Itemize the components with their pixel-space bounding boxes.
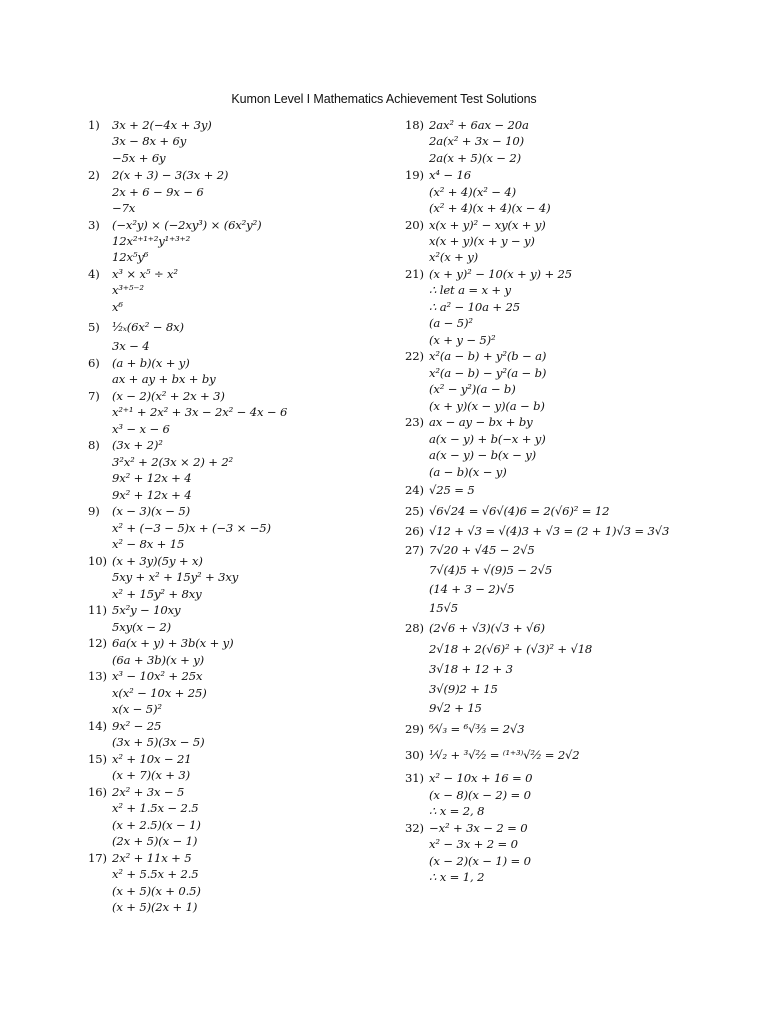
problem-line bbox=[88, 719, 161, 733]
problem-line bbox=[405, 415, 533, 429]
problem-line bbox=[88, 785, 184, 799]
math-expression: 2√18 + 2(√6)² + (√3)² + √18 bbox=[429, 642, 593, 656]
math-expression: x² + 1.5x − 2.5 bbox=[112, 801, 199, 815]
problem-number: 15) bbox=[88, 752, 107, 766]
problem-number: 11) bbox=[88, 603, 107, 617]
math-expression: (x² + 4)(x + 4)(x − 4) bbox=[429, 201, 551, 215]
problem-number: 22) bbox=[405, 349, 424, 363]
problem-line bbox=[405, 483, 475, 497]
problem-line bbox=[88, 752, 191, 766]
math-expression: 2x + 6 − 9x − 6 bbox=[112, 185, 204, 199]
problem-line bbox=[405, 349, 546, 363]
problem-line bbox=[405, 218, 546, 232]
math-expression: √12 + √3 = √(4)3 + √3 = (2 + 1)√3 = 3√3 bbox=[429, 524, 670, 538]
solution-step bbox=[405, 399, 545, 413]
math-expression: x² + 15y² + 8xy bbox=[112, 587, 202, 601]
math-expression: (x + 5)(x + 0.5) bbox=[112, 884, 201, 898]
math-expression: (x − 3)(x − 5) bbox=[112, 504, 190, 518]
problem-number: 14) bbox=[88, 719, 107, 733]
solution-step bbox=[88, 250, 148, 264]
math-expression: x⁴ − 16 bbox=[429, 168, 471, 182]
math-expression: x³ − 10x² + 25x bbox=[112, 669, 203, 683]
solution-step bbox=[88, 422, 170, 436]
problem-line bbox=[88, 504, 190, 518]
solution-step bbox=[88, 620, 171, 634]
math-expression: x² − 10x + 16 = 0 bbox=[429, 771, 533, 785]
solution-step bbox=[405, 682, 498, 696]
math-expression: 3x + 2(−4x + 3y) bbox=[112, 118, 212, 132]
solution-step bbox=[88, 768, 190, 782]
solution-step bbox=[405, 804, 484, 818]
solution-step bbox=[405, 382, 516, 396]
math-expression: x³⁺⁵⁻² bbox=[112, 283, 144, 297]
solution-step bbox=[88, 372, 216, 386]
problem-line bbox=[405, 168, 471, 182]
math-expression: a(x − y) + b(−x + y) bbox=[429, 432, 546, 446]
solution-step bbox=[405, 662, 513, 676]
solution-step bbox=[88, 185, 204, 199]
problem-number: 13) bbox=[88, 669, 107, 683]
problem-number: 20) bbox=[405, 218, 424, 232]
solution-step bbox=[88, 587, 202, 601]
problem-line bbox=[88, 389, 225, 403]
math-expression: (a + b)(x + y) bbox=[112, 356, 190, 370]
solution-step bbox=[405, 316, 473, 330]
solution-step bbox=[88, 537, 184, 551]
math-expression: (3x + 2)² bbox=[112, 438, 163, 452]
solution-step bbox=[88, 686, 207, 700]
math-expression: (x + 2.5)(x − 1) bbox=[112, 818, 201, 832]
problem-number: 29) bbox=[405, 722, 424, 736]
math-expression: (2x + 5)(x − 1) bbox=[112, 834, 198, 848]
math-expression: (x + 7)(x + 3) bbox=[112, 768, 190, 782]
solution-step bbox=[405, 870, 484, 884]
math-expression: 6a(x + y) + 3b(x + y) bbox=[112, 636, 234, 650]
problem-number: 12) bbox=[88, 636, 107, 650]
math-expression: ⁶⁄√₃ = ⁶√³⁄₃ = 2√3 bbox=[429, 722, 525, 736]
page-title: Kumon Level I Mathematics Achievement Test Solutions bbox=[231, 92, 537, 106]
problem-number: 4) bbox=[88, 267, 100, 281]
problem-line bbox=[88, 669, 202, 683]
solution-step bbox=[405, 234, 535, 248]
problem-number: 25) bbox=[405, 504, 424, 518]
problem-number: 23) bbox=[405, 415, 424, 429]
math-expression: (x + 3y)(5y + x) bbox=[112, 554, 203, 568]
solution-step bbox=[405, 701, 482, 715]
solution-step bbox=[88, 884, 201, 898]
math-expression: x²⁺¹ + 2x² + 3x − 2x² − 4x − 6 bbox=[112, 405, 288, 419]
solution-step bbox=[405, 250, 478, 264]
math-expression: 2a(x + 5)(x − 2) bbox=[429, 151, 521, 165]
solution-step bbox=[88, 283, 144, 297]
solution-step bbox=[88, 234, 190, 248]
math-expression: (x² − y²)(a − b) bbox=[429, 382, 516, 396]
problem-number: 3) bbox=[88, 218, 100, 232]
math-expression: √6√24 = √6√(4)6 = 2(√6)² = 12 bbox=[429, 504, 610, 518]
solution-step bbox=[405, 563, 552, 577]
math-expression: (2√6 + √3)(√3 + √6) bbox=[429, 621, 545, 635]
math-expression: 2(x + 3) − 3(3x + 2) bbox=[112, 168, 229, 182]
math-expression: x³ − x − 6 bbox=[112, 422, 170, 436]
math-expression: 9x² + 12x + 4 bbox=[112, 488, 192, 502]
problem-line bbox=[88, 603, 180, 617]
solution-step bbox=[88, 521, 271, 535]
problem-number: 31) bbox=[405, 771, 424, 785]
problem-line bbox=[405, 118, 529, 132]
problem-line bbox=[88, 851, 191, 865]
problem-number: 27) bbox=[405, 543, 424, 557]
solution-step bbox=[88, 488, 191, 502]
solution-step bbox=[405, 300, 520, 314]
solution-step bbox=[88, 834, 197, 848]
math-expression: (a − 5)² bbox=[429, 316, 473, 330]
math-expression: 3√18 + 12 + 3 bbox=[429, 662, 513, 676]
math-expression: (x + y)(x − y)(a − b) bbox=[429, 399, 545, 413]
solution-step bbox=[405, 432, 546, 446]
math-expression: 3√(9)2 + 15 bbox=[429, 682, 498, 696]
math-expression: ∴ x = 2, 8 bbox=[429, 804, 485, 818]
math-expression: (x + 5)(2x + 1) bbox=[112, 900, 198, 914]
math-expression: 5xy(x − 2) bbox=[112, 620, 172, 634]
solution-step bbox=[405, 854, 531, 868]
problem-line bbox=[405, 748, 580, 762]
math-expression: −x² + 3x − 2 = 0 bbox=[429, 821, 528, 835]
solution-step bbox=[88, 702, 162, 716]
math-expression: ∴ a² − 10a + 25 bbox=[429, 300, 520, 314]
math-expression: (x + y)² − 10(x + y) + 25 bbox=[429, 267, 573, 281]
problem-number: 1) bbox=[88, 118, 100, 132]
solution-step bbox=[405, 465, 507, 479]
math-expression: x² + 10x − 21 bbox=[112, 752, 192, 766]
math-expression: −5x + 6y bbox=[112, 151, 166, 165]
solution-step bbox=[405, 151, 521, 165]
math-expression: (x² + 4)(x² − 4) bbox=[429, 185, 516, 199]
problem-number: 18) bbox=[405, 118, 424, 132]
solution-step bbox=[88, 867, 199, 881]
math-expression: x²(a − b) + y²(b − a) bbox=[429, 349, 547, 363]
problem-number: 32) bbox=[405, 821, 424, 835]
math-expression: x⁶ bbox=[112, 300, 123, 314]
problem-number: 24) bbox=[405, 483, 424, 497]
problem-line bbox=[88, 118, 212, 132]
math-expression: 3x − 8x + 6y bbox=[112, 134, 187, 148]
math-expression: x³ × x⁵ ÷ x² bbox=[112, 267, 178, 281]
math-expression: x(x − 5)² bbox=[112, 702, 162, 716]
math-expression: ∴ x = 1, 2 bbox=[429, 870, 485, 884]
problem-number: 19) bbox=[405, 168, 424, 182]
problem-line bbox=[88, 320, 184, 334]
solution-step bbox=[88, 653, 204, 667]
math-expression: x(x² − 10x + 25) bbox=[112, 686, 207, 700]
math-expression: 9x² + 12x + 4 bbox=[112, 471, 192, 485]
problem-number: 28) bbox=[405, 621, 424, 635]
problem-number: 17) bbox=[88, 851, 107, 865]
solution-step bbox=[405, 601, 458, 615]
solution-step bbox=[88, 801, 199, 815]
math-expression: 9x² − 25 bbox=[112, 719, 162, 733]
math-expression: x² + (−3 − 5)x + (−3 × −5) bbox=[112, 521, 271, 535]
math-expression: x(x + y)² − xy(x + y) bbox=[429, 218, 546, 232]
problem-number: 6) bbox=[88, 356, 100, 370]
math-expression: (a − b)(x − y) bbox=[429, 465, 507, 479]
math-expression: x²(a − b) − y²(a − b) bbox=[429, 366, 547, 380]
math-expression: ax − ay − bx + by bbox=[429, 415, 533, 429]
problem-line bbox=[405, 524, 669, 538]
solution-step bbox=[88, 570, 238, 584]
math-expression: √25 = 5 bbox=[429, 483, 475, 497]
solution-step bbox=[405, 642, 592, 656]
solution-step bbox=[405, 201, 551, 215]
solution-step bbox=[405, 185, 516, 199]
math-expression: 15√5 bbox=[429, 601, 458, 615]
problem-line bbox=[88, 636, 233, 650]
solution-step bbox=[405, 333, 496, 347]
problem-number: 5) bbox=[88, 320, 100, 334]
math-expression: 3²x² + 2(3x × 2) + 2² bbox=[112, 455, 234, 469]
solution-step bbox=[405, 582, 514, 596]
math-expression: 7√(4)5 + √(9)5 − 2√5 bbox=[429, 563, 553, 577]
solution-step bbox=[405, 788, 531, 802]
math-expression: x² − 8x + 15 bbox=[112, 537, 185, 551]
problem-line bbox=[405, 771, 532, 785]
problem-number: 21) bbox=[405, 267, 424, 281]
solution-step bbox=[88, 405, 287, 419]
solution-step bbox=[88, 455, 233, 469]
problem-line bbox=[405, 821, 527, 835]
math-expression: 9√2 + 15 bbox=[429, 701, 482, 715]
math-expression: x² + 5.5x + 2.5 bbox=[112, 867, 199, 881]
solution-step bbox=[405, 837, 518, 851]
math-expression: ax + ay + bx + by bbox=[112, 372, 216, 386]
problem-line bbox=[88, 267, 178, 281]
math-expression: 2x² + 3x − 5 bbox=[112, 785, 185, 799]
math-expression: −7x bbox=[112, 201, 136, 215]
problem-number: 26) bbox=[405, 524, 424, 538]
math-expression: ¹⁄√₂ + ³√²⁄₂ = ⁽¹⁺³⁾√²⁄₂ = 2√2 bbox=[429, 748, 580, 762]
math-expression: (x + y − 5)² bbox=[429, 333, 496, 347]
math-expression: (14 + 3 − 2)√5 bbox=[429, 582, 515, 596]
math-expression: 3x − 4 bbox=[112, 339, 150, 353]
problem-line bbox=[88, 554, 203, 568]
problem-number: 9) bbox=[88, 504, 100, 518]
problem-number: 2) bbox=[88, 168, 100, 182]
problem-number: 8) bbox=[88, 438, 100, 452]
math-expression: (3x + 5)(3x − 5) bbox=[112, 735, 205, 749]
problem-line bbox=[88, 356, 190, 370]
problem-number: 10) bbox=[88, 554, 107, 568]
problem-number: 16) bbox=[88, 785, 107, 799]
math-expression: 12x⁵y⁶ bbox=[112, 250, 149, 264]
math-expression: 5x²y − 10xy bbox=[112, 603, 181, 617]
math-expression: 12x²⁺¹⁺²y¹⁺³⁺² bbox=[112, 234, 191, 248]
math-expression: 2x² + 11x + 5 bbox=[112, 851, 192, 865]
solution-step bbox=[88, 735, 204, 749]
math-expression: (x − 2)(x² + 2x + 3) bbox=[112, 389, 225, 403]
math-expression: x² − 3x + 2 = 0 bbox=[429, 837, 518, 851]
problem-line bbox=[405, 267, 572, 281]
solution-step bbox=[88, 300, 123, 314]
math-expression: (x − 8)(x − 2) = 0 bbox=[429, 788, 531, 802]
problem-line bbox=[405, 504, 609, 518]
solution-step bbox=[405, 448, 536, 462]
solution-step bbox=[88, 818, 201, 832]
solution-step bbox=[405, 366, 546, 380]
solution-step bbox=[88, 134, 186, 148]
solution-step bbox=[88, 201, 135, 215]
solution-step bbox=[88, 339, 149, 353]
problem-line bbox=[88, 218, 261, 232]
math-expression: ∴ let a = x + y bbox=[429, 283, 511, 297]
problem-number: 30) bbox=[405, 748, 424, 762]
math-expression: 7√20 + √45 − 2√5 bbox=[429, 543, 535, 557]
math-expression: ¹⁄₂ₓ(6x² − 8x) bbox=[112, 320, 184, 334]
math-expression: (−x²y) × (−2xy³) × (6x²y²) bbox=[112, 218, 262, 232]
problem-line bbox=[88, 438, 163, 452]
math-expression: (6a + 3b)(x + y) bbox=[112, 653, 205, 667]
problem-line bbox=[88, 168, 228, 182]
math-expression: x(x + y)(x + y − y) bbox=[429, 234, 535, 248]
solution-step bbox=[88, 471, 191, 485]
math-expression: 2a(x² + 3x − 10) bbox=[429, 134, 524, 148]
math-expression: 2ax² + 6ax − 20a bbox=[429, 118, 529, 132]
solution-step bbox=[405, 283, 511, 297]
problem-line bbox=[405, 621, 545, 635]
solution-step bbox=[88, 900, 197, 914]
math-expression: (x − 2)(x − 1) = 0 bbox=[429, 854, 531, 868]
math-expression: a(x − y) − b(x − y) bbox=[429, 448, 537, 462]
solution-step bbox=[405, 134, 524, 148]
problem-line bbox=[405, 543, 535, 557]
math-expression: 5xy + x² + 15y² + 3xy bbox=[112, 570, 239, 584]
problem-number: 7) bbox=[88, 389, 100, 403]
math-expression: x²(x + y) bbox=[429, 250, 479, 264]
problem-line bbox=[405, 722, 525, 736]
solution-step bbox=[88, 151, 165, 165]
